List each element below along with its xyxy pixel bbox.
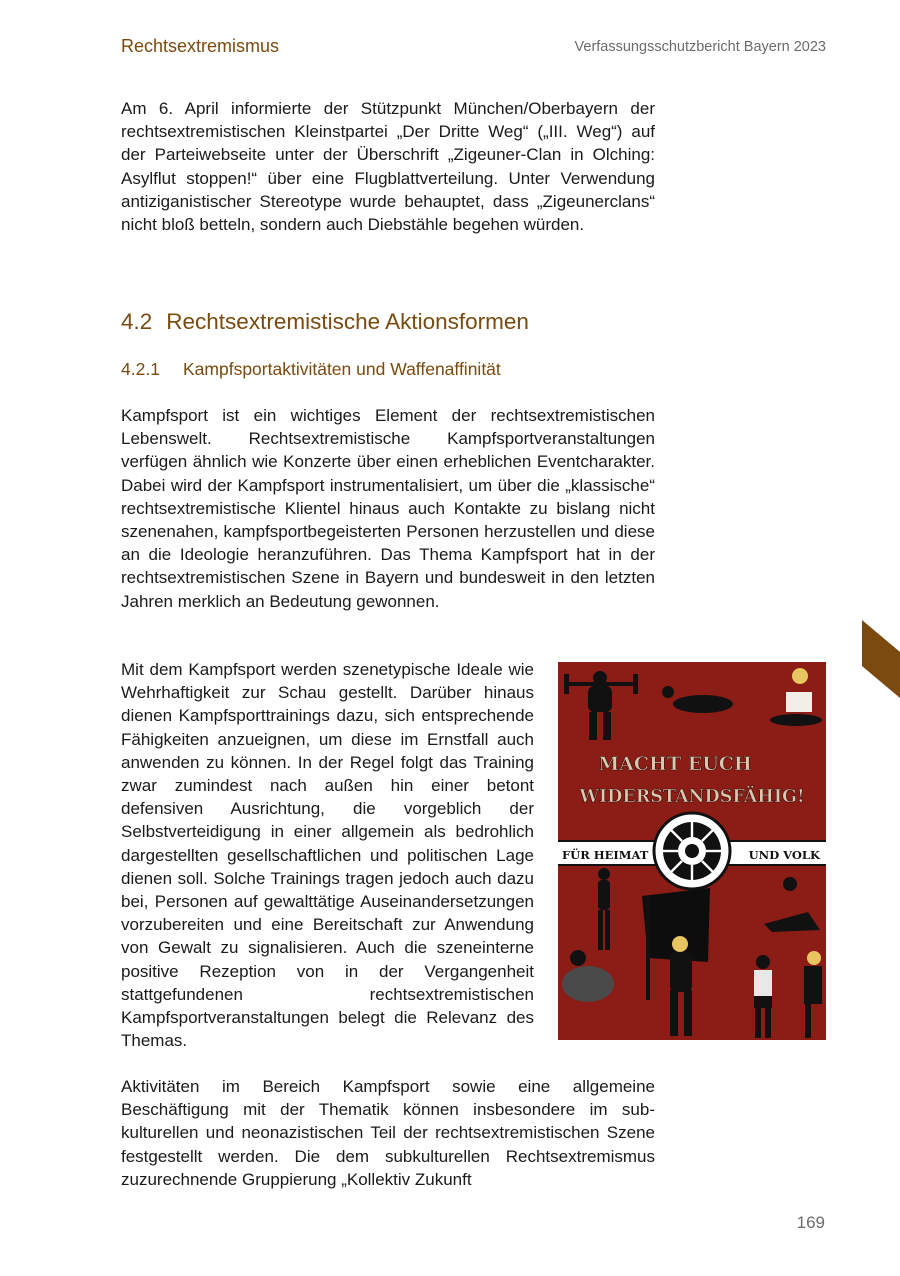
subsection-number: 4.2.1	[121, 359, 160, 379]
subsection-title: Kampfsportaktivitäten und Waffenaffinität	[183, 359, 501, 379]
intro-paragraph: Am 6. April informierte der Stützpunkt München/Oberbayern der rechtsextremistischen Kleinstpartei „Der Dritte Weg“ („III. Weg“) auf der Parteiwebseite unter der Überschrift „Zigeuner-Clan in Olching: Asylflut stoppen!“ über eine Flugblattverteilung. Unter Verwendung antiziganistischer Stereotype wurde behauptet, dass „Zigeunerclans“ nicht bloß betteln, sondern auch Diebstähle begehen würden.	[121, 99, 655, 235]
body-paragraph-3: Aktivitäten im Bereich Kampfsport sowie eine allgemeine Beschäftigung mit der Thematik können insbesondere im subkulturellen und neonazistischen Teil der rechtsextremistischen Szene festgestellt werden. Die dem subkulturellen Rechtsextremismus zuzurechnende Gruppierung „Kollektiv Zukunft	[121, 1077, 655, 1189]
subsection-heading	[121, 359, 501, 380]
page-number: 169	[796, 1213, 825, 1232]
poster-headline-1: MACHT EUCH	[598, 753, 752, 775]
sun-wheel-emblem-icon	[654, 813, 730, 889]
poster-label-right: UND VOLK	[748, 848, 820, 862]
poster-headline-2: WIDERSTANDSFÄHIG!	[579, 787, 805, 807]
body-paragraph-1: Kampfsport ist ein wichtiges Element der rechtsextremistischen Lebenswelt. Rechtsextremistische Kampfsportveranstaltungen verfügen ähnlich wie Konzerte über einen erheblichen Eventcharakter. Dabei wird der Kampfsport instrumentalisiert, um über die „klassische“ rechtsextremistische Klientel hinaus auch Kontakte zu bislang nicht szenenahen, kampfsportbegeisterten Personen herzustellen und diese an die Ideologie heranzuführen. Das Thema Kampfsport hat in der rechtsextremistischen Szene in Bayern und bundesweit in den letzten Jahren merklich an Bedeutung gewonnen.	[121, 406, 655, 611]
section-title: Rechtsextremistische Aktionsformen	[166, 309, 529, 334]
section-number: 4.2	[121, 309, 153, 334]
propaganda-poster-image	[558, 662, 826, 1045]
running-header-report-title: Verfassungsschutzbericht Bayern 2023	[574, 39, 826, 55]
body-paragraph-2: Mit dem Kampfsport werden szenetypische Ideale wie Wehrhaftigkeit zur Schau gestellt. Darüber hinaus dienen Kampfsporttrainings dazu, sich entsprechende Fähigkeiten anzueignen, um diese im Ernstfall auch anwenden zu können. In der Regel folgt das Training zwar zumindest nach außen hin einer betont defensiven Ausrichtung, die vorgeblich der Selbstverteidigung in einer allgemein als bedrohlich dargestellten gesellschaftlichen und politischen Lage dienen soll. Solche Trainings tragen jedoch auch dazu bei, Personen auf gewalttätige Auseinandersetzungen vorzubereiten und eine Bereitschaft zur Anwendung von Gewalt zu signalisieren. Auch die szeneinterne positive Rezeption von in der Vergangenheit stattgefundenen rechtsextremistischen Kampfsportveranstaltungen belegt die Relevanz des Themas.	[121, 660, 534, 1051]
poster-label-left: FÜR HEIMAT	[562, 848, 649, 862]
section-heading	[121, 309, 529, 335]
running-header-section: Rechtsextremismus	[121, 36, 280, 56]
chapter-tab-marker	[862, 620, 900, 698]
